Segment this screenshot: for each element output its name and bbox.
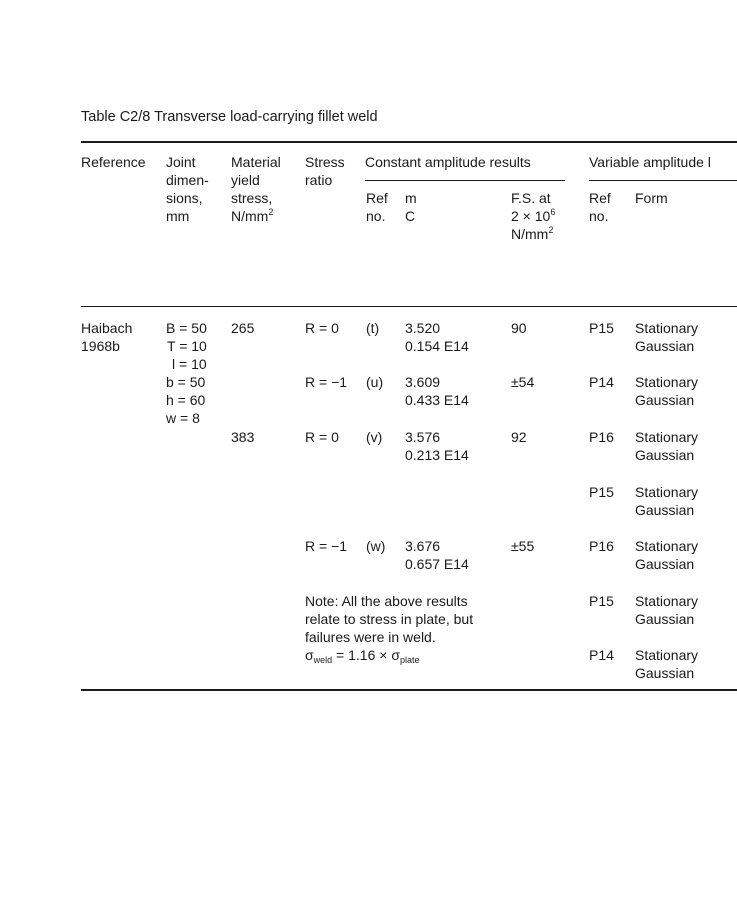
form-cell: Stationary Gaussian <box>635 538 699 572</box>
va-ref-cell: P15 <box>589 320 614 336</box>
mc-cell: 3.576 0.213 E14 <box>405 429 469 463</box>
form-cell: Stationary Gaussian <box>635 320 699 354</box>
header-va-form: Form <box>635 190 668 206</box>
ca-ref-cell: (u) <box>366 374 384 390</box>
table-bottom-rule <box>81 689 737 691</box>
ratio-cell: R = −1 <box>305 538 348 554</box>
header-fs: F.S. at $2 \times 10^6$ $N/mm^2$ <box>511 190 556 242</box>
table-note: Note: All the above results relate to stress in plate, but failures were in weld. $\sigma_{weld} = 1.16 \times \sigma_{plate}$ <box>305 593 474 665</box>
variable-group-rule <box>589 180 737 181</box>
reference-cell: Haibach 1968b <box>81 320 133 354</box>
joint-dimensions: B = 50 T = 10 l = 10 b = 50 h = 60 w = 8 <box>166 320 207 426</box>
ca-ref-cell: (w) <box>366 538 386 554</box>
header-joint: Joint dimen- sions, mm <box>166 154 209 224</box>
mc-cell: 3.609 0.433 E14 <box>405 374 469 408</box>
form-cell: Stationary Gaussian <box>635 484 699 518</box>
yield-cell: 265 <box>231 320 255 336</box>
header-bottom-rule <box>81 306 737 307</box>
va-ref-cell: P16 <box>589 429 614 445</box>
mc-cell: 3.676 0.657 E14 <box>405 538 469 572</box>
constant-group-rule <box>365 180 565 181</box>
form-cell: Stationary Gaussian <box>635 593 699 627</box>
ca-ref-cell: (v) <box>366 429 383 445</box>
form-cell: Stationary Gaussian <box>635 647 699 681</box>
mc-cell: 3.520 0.154 E14 <box>405 320 469 354</box>
header-va-ref: Ref no. <box>589 190 611 224</box>
table-top-rule <box>81 141 737 143</box>
va-ref-cell: P15 <box>589 593 614 609</box>
header-stress-ratio: Stress ratio <box>305 154 345 188</box>
yield-cell: 383 <box>231 429 255 445</box>
weld-stress-formula: $\sigma_{weld} = 1.16 \times \sigma_{plate}$ <box>305 647 420 665</box>
va-ref-cell: P15 <box>589 484 614 500</box>
ratio-cell: R = −1 <box>305 374 348 390</box>
header-constant-group: Constant amplitude results <box>365 154 531 170</box>
ratio-cell: R = 0 <box>305 429 339 445</box>
header-material: Material yield stress, $N/mm^2$ <box>231 154 281 224</box>
form-cell: Stationary Gaussian <box>635 429 699 463</box>
table-caption: Table C2/8 Transverse load-carrying fillet weld <box>81 109 378 125</box>
ratio-cell: R = 0 <box>305 320 339 336</box>
form-cell: Stationary Gaussian <box>635 374 699 408</box>
va-ref-cell: P16 <box>589 538 614 554</box>
header-ca-mc: m C <box>405 190 417 224</box>
fs-cell: 90 <box>511 320 527 336</box>
ca-ref-cell: (t) <box>366 320 380 336</box>
va-ref-cell: P14 <box>589 647 614 663</box>
header-ca-ref: Ref no. <box>366 190 388 224</box>
fs-cell: 92 <box>511 429 527 445</box>
fs-cell: ±55 <box>511 538 535 554</box>
header-reference: Reference <box>81 154 146 170</box>
va-ref-cell: P14 <box>589 374 614 390</box>
fs-cell: ±54 <box>511 374 535 390</box>
header-variable-group: Variable amplitude l <box>589 154 711 170</box>
